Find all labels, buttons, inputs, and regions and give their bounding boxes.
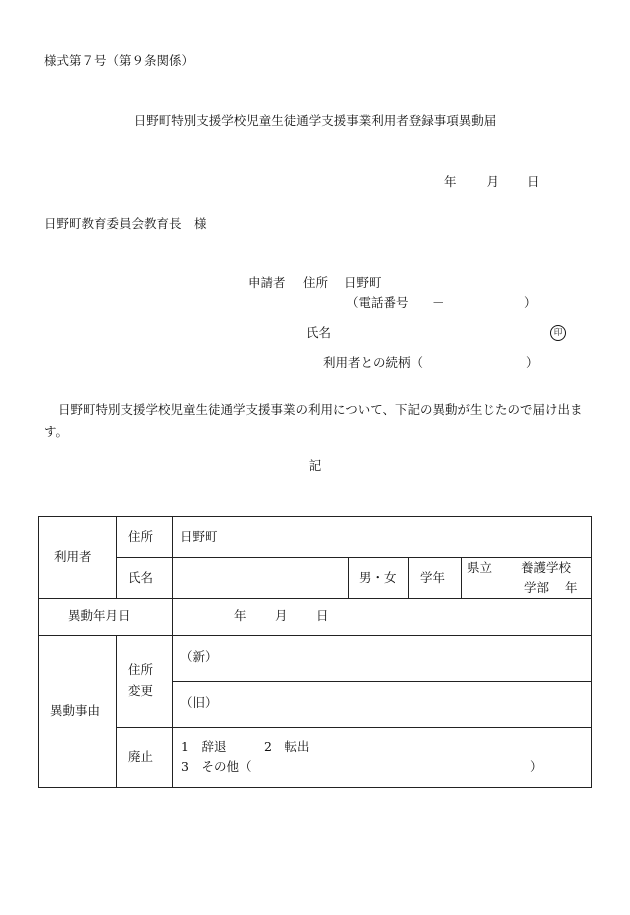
applicant-address-value: 日野町 bbox=[344, 275, 382, 290]
address-change-line2: 変更 bbox=[128, 683, 154, 698]
address-change-line1: 住所 bbox=[128, 662, 154, 677]
change-date-day: 日 bbox=[316, 608, 329, 623]
ki-heading: 記 bbox=[308, 458, 322, 473]
option-other: 3 その他（ bbox=[181, 759, 252, 774]
option-move-out: 2 転出 bbox=[264, 739, 310, 754]
date-month: 月 bbox=[486, 174, 500, 189]
year-unit: 年 bbox=[565, 580, 578, 595]
relation-label: 利用者との続柄（ bbox=[323, 355, 424, 370]
reason-label: 異動事由 bbox=[50, 703, 101, 718]
option-other-close: ） bbox=[530, 759, 543, 774]
applicant-name-label: 氏名 bbox=[306, 325, 332, 340]
table-border bbox=[39, 517, 592, 788]
school-suffix: 養護学校 bbox=[521, 560, 572, 575]
option-withdraw: 1 辞退 bbox=[181, 739, 227, 754]
change-date-year: 年 bbox=[234, 608, 247, 623]
date-day: 日 bbox=[527, 174, 540, 189]
change-date-label: 異動年月日 bbox=[68, 608, 131, 623]
seal-mark: 印 bbox=[550, 325, 566, 341]
date-year: 年 bbox=[444, 174, 457, 189]
phone-dash: － bbox=[432, 295, 445, 310]
new-address-label: （新） bbox=[180, 649, 218, 664]
change-date-month: 月 bbox=[275, 608, 288, 623]
user-address-label: 住所 bbox=[128, 529, 154, 544]
applicant-label: 申請者 bbox=[248, 275, 286, 290]
date-line bbox=[444, 176, 540, 189]
applicant-address-label: 住所 bbox=[303, 275, 329, 290]
user-label: 利用者 bbox=[54, 549, 92, 564]
user-address-value: 日野町 bbox=[180, 529, 218, 544]
addressee: 日野町教育委員会教育長 様 bbox=[44, 216, 207, 231]
abolish-label: 廃止 bbox=[128, 749, 154, 764]
form-number: 様式第７号（第９条関係） bbox=[44, 53, 195, 68]
phone-label: （電話番号 bbox=[346, 295, 409, 310]
grade-label: 学年 bbox=[420, 570, 446, 585]
school-prefecture: 県立 bbox=[467, 560, 493, 575]
department: 学部 bbox=[524, 580, 550, 595]
phone-close: ） bbox=[524, 295, 537, 310]
relation-close: ） bbox=[526, 355, 539, 370]
old-address-label: （旧） bbox=[180, 695, 218, 710]
user-name-label: 氏名 bbox=[128, 570, 154, 585]
document-title: 日野町特別支援学校児童生徒通学支援事業利用者登録事項異動届 bbox=[133, 113, 497, 128]
body-paragraph: 日野町特別支援学校児童生徒通学支援事業の利用について、下記の異動が生じたので届け出ます。 bbox=[44, 402, 583, 439]
gender-option: 男・女 bbox=[359, 570, 397, 585]
